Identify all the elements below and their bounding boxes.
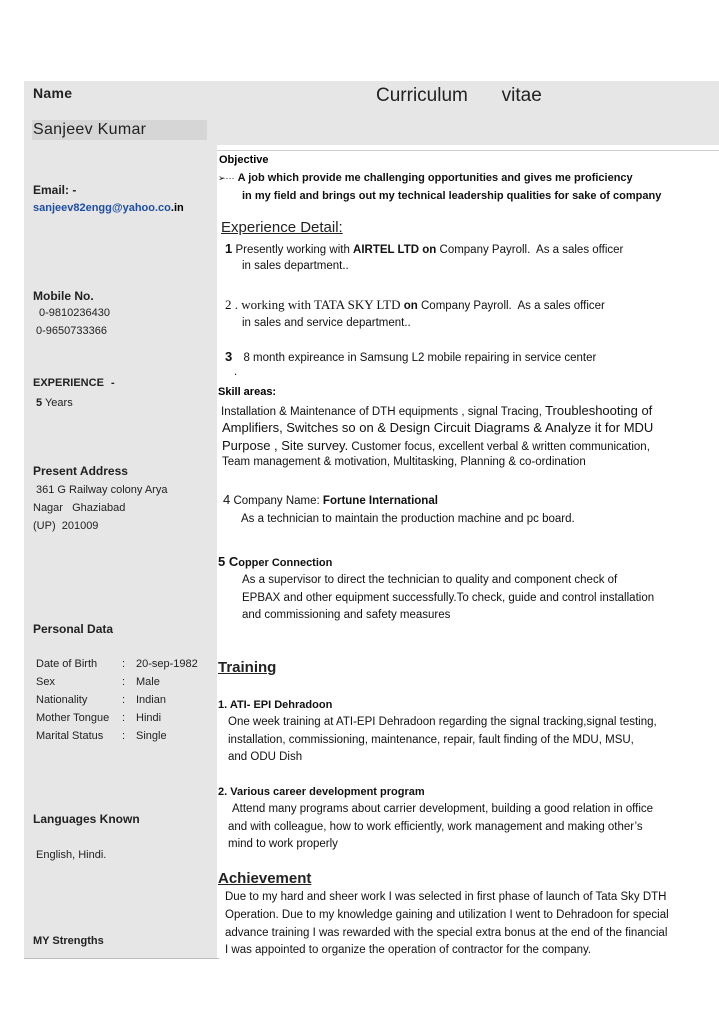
experience-item-3-dot: . xyxy=(234,366,238,378)
training-line: and with colleague, how to work efficiently, work management and making other’s xyxy=(228,821,643,833)
training-line: Attend many programs about carrier development, building a good relation in office xyxy=(232,803,654,815)
skill-areas-label: Skill areas: xyxy=(218,386,277,398)
strengths-label: MY Strengths xyxy=(33,935,104,947)
email-label: Email: - xyxy=(33,183,77,197)
training-title: 2. Various career development program xyxy=(218,786,425,798)
name-value: Sanjeev Kumar xyxy=(33,121,147,138)
training-line: mind to work properly xyxy=(228,838,338,850)
experience-item-1-line2: in sales department.. xyxy=(242,260,349,272)
experience-item-5-line: As a supervisor to direct the technician to quality and component check of xyxy=(242,574,618,586)
divider xyxy=(24,958,219,959)
skill-line: Team management & motivation, Multitasking, Planning & co-ordination xyxy=(222,456,586,468)
training-line: installation, commissioning, maintenance, repair, fault finding of the MDU, MSU, xyxy=(228,734,634,746)
languages-label: Languages Known xyxy=(33,812,140,826)
experience-years-unit: Years xyxy=(42,397,73,409)
experience-label-text: EXPERIENCE xyxy=(33,377,104,389)
experience-item-3: 3 8 month expireance in Samsung L2 mobile repairing in service center xyxy=(225,349,597,364)
personal-data-label: Personal Data xyxy=(33,622,114,636)
divider xyxy=(217,150,719,151)
personal-row: Nationality : Indian xyxy=(36,694,166,706)
objective-line: in my field and brings out my technical leadership qualities for sake of company xyxy=(242,190,662,202)
personal-row: Sex : Male xyxy=(36,676,160,688)
experience-item-5-line: EPBAX and other equipment successfully.To check, guide and control installation xyxy=(242,592,655,604)
languages-value: English, Hindi. xyxy=(36,849,107,861)
achievement-line: Due to my hard and sheer work I was selected in first phase of launch of Tata Sky DTH xyxy=(225,891,667,903)
address-line: 361 G Railway colony Arya xyxy=(36,484,168,496)
experience-detail-heading: Experience Detail: xyxy=(221,219,343,236)
achievement-line: advance training I was rewarded with the special extra bonus at the end of the financial xyxy=(225,927,668,939)
training-line: and ODU Dish xyxy=(228,751,303,763)
email-tld: .in xyxy=(170,202,184,214)
skill-line: Installation & Maintenance of DTH equipments , signal Tracing, Troubleshooting of xyxy=(221,403,653,418)
objective-line: ➢··· A job which provide me challenging opportunities and gives me proficiency xyxy=(218,172,633,184)
experience-item-5: 5 Copper Connection xyxy=(218,554,333,569)
address-line: Nagar Ghaziabad xyxy=(33,502,126,514)
training-title: 1. ATI- EPI Dehradoon xyxy=(218,699,333,711)
experience-item-5-line: and commissioning and safety measures xyxy=(242,609,451,621)
achievement-line: I was appointed to organize the operation of contractor for the company. xyxy=(225,944,592,956)
experience-years xyxy=(36,394,73,412)
page-title: Curriculum vitae xyxy=(376,85,542,106)
mobile-number-2: 0-9650733366 xyxy=(36,325,107,337)
mobile-number-1: 0-9810236430 xyxy=(39,307,110,319)
experience-item-2: 2 . working with TATA SKY LTD on Company Payroll. As a sales officer xyxy=(225,297,605,312)
address-line: (UP) 201009 xyxy=(33,520,99,532)
experience-item-4-line2: As a technician to maintain the production machine and pc board. xyxy=(241,513,575,525)
personal-row: Mother Tongue : Hindi xyxy=(36,712,162,724)
email-value[interactable] xyxy=(33,202,184,214)
bullet-icon: ➢··· xyxy=(218,173,235,183)
skill-line: Purpose , Site survey. Customer focus, excellent verbal & written communication, xyxy=(222,438,650,453)
sidebar-panel xyxy=(24,145,217,958)
achievement-heading: Achievement xyxy=(218,870,312,887)
skill-line: Amplifiers, Switches so on & Design Circuit Diagrams & Analyze it for MDU xyxy=(222,420,654,435)
training-heading: Training xyxy=(218,659,277,676)
experience-item-2-line2: in sales and service department.. xyxy=(242,317,411,329)
personal-row: Date of Birth : 20-sep-1982 xyxy=(36,658,198,670)
experience-item-4: 4 Company Name: Fortune International xyxy=(223,492,438,507)
email-user: sanjeev82engg@yahoo.co xyxy=(33,202,171,214)
achievement-line: Operation. Due to my knowledge gaining and utilization I went to Dehradoon for special xyxy=(225,909,669,921)
experience-dash: - xyxy=(110,377,115,389)
personal-data-table xyxy=(36,655,198,745)
name-label: Name xyxy=(33,85,73,101)
training-line: One week training at ATI-EPI Dehradoon regarding the signal tracking,signal testing, xyxy=(228,716,657,728)
experience-item-1: 1 Presently working with AIRTEL LTD on Company Payroll. As a sales officer xyxy=(225,241,624,256)
mobile-label: Mobile No. xyxy=(33,289,94,303)
personal-row: Marital Status : Single xyxy=(36,730,167,742)
objective-label: Objective xyxy=(219,154,269,166)
experience-years-num: 5 xyxy=(36,397,43,409)
experience-label xyxy=(33,377,115,389)
address-label: Present Address xyxy=(33,464,128,478)
